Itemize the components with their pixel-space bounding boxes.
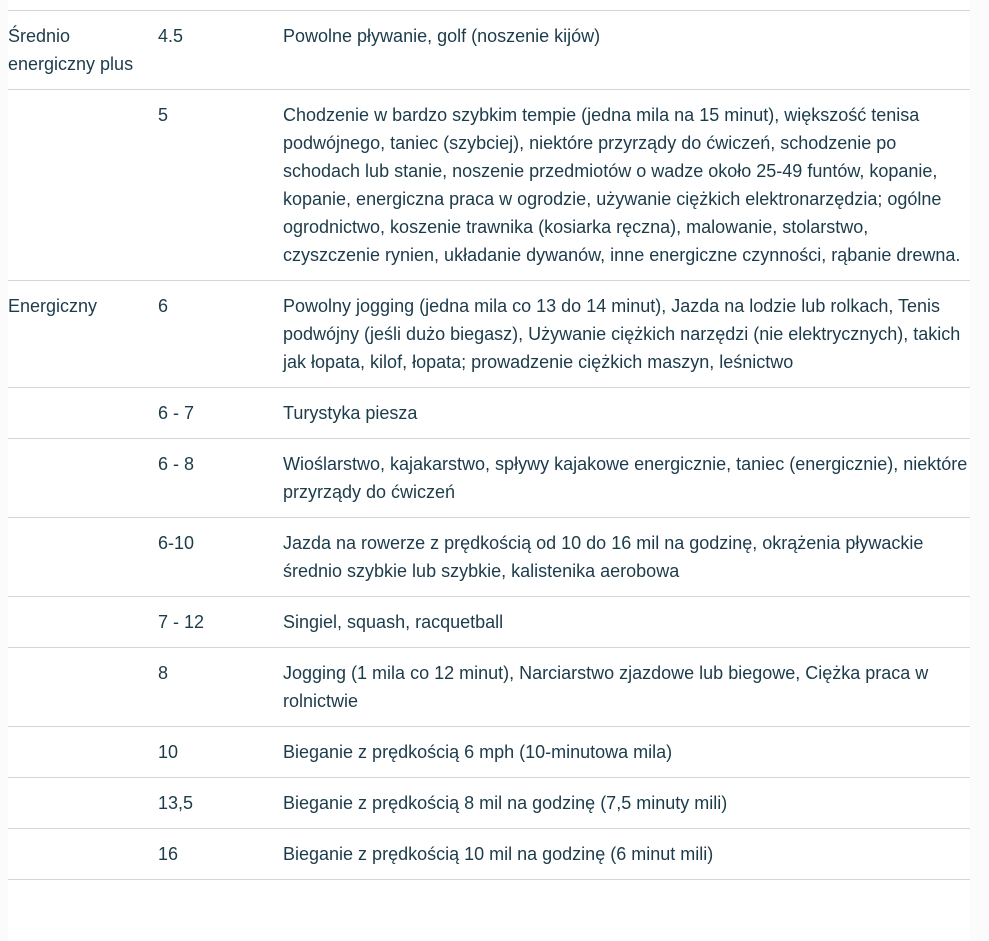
category-cell: Energiczny — [8, 296, 98, 316]
value-cell: 16 — [158, 844, 179, 864]
value-cell: 7 - 12 — [158, 612, 205, 632]
value-cell: 6 — [158, 296, 169, 316]
description-cell: Jazda na rowerze z prędkością od 10 do 16 mil na godzinę, okrążenia pływackie średnio szybkie lub szybkie, kalistenika aerobowa — [283, 533, 924, 581]
table-row — [8, 829, 970, 880]
table-row — [8, 648, 970, 727]
table-row — [8, 388, 970, 439]
description-cell: Powolne pływanie, golf (noszenie kijów) — [283, 26, 601, 46]
description-cell: Chodzenie w bardzo szybkim tempie (jedna mila na 15 minut), większość tenisa podwójnego, taniec (szybciej), niektóre przyrządy do ćwiczeń, schodzenie po schodach lub stanie, noszenie przedmiotów o wadze około 25-49 funtów, kopanie, kopanie, energiczna praca w ogrodzie, używanie ciężkich elektronarzędzia; ogólne ogrodnictwo, koszenie trawnika (kosiarka ręczna), malowanie, stolarstwo, czyszczenie rynien, układanie dywanów, inne energiczne czynności, rąbanie drewna. — [283, 105, 961, 265]
value-cell: 10 — [158, 742, 179, 762]
value-cell: 4.5 — [158, 26, 184, 46]
table-row — [8, 281, 970, 388]
table-row — [8, 11, 970, 90]
table-row — [8, 727, 970, 778]
table-row — [8, 778, 970, 829]
table-row — [8, 439, 970, 518]
description-cell: Bieganie z prędkością 6 mph (10-minutowa mila) — [283, 742, 673, 762]
page-content — [8, 0, 970, 941]
category-cell — [8, 597, 158, 648]
description-cell: Wioślarstwo, kajakarstwo, spływy kajakowe energicznie, taniec (energicznie), niektóre przyrządy do ćwiczeń — [283, 454, 968, 502]
category-cell — [8, 648, 158, 727]
category-cell — [8, 829, 158, 880]
description-cell: Jogging (1 mila co 12 minut), Narciarstwo zjazdowe lub biegowe, Ciężka praca w rolnictwie — [283, 663, 929, 711]
table-row — [8, 90, 970, 281]
table-row — [8, 518, 970, 597]
category-cell: Średnio energiczny plus — [8, 26, 134, 74]
category-cell — [8, 727, 158, 778]
category-cell — [8, 778, 158, 829]
category-cell — [8, 90, 158, 281]
description-cell: Powolny jogging (jedna mila co 13 do 14 minut), Jazda na lodzie lub rolkach, Tenis podwójny (jeśli dużo biegasz), Używanie ciężkich narzędzi (nie elektrycznych), takich jak łopata, kilof, łopata; prowadzenie ciężkich maszyn, leśnictwo — [283, 296, 961, 372]
category-cell — [8, 518, 158, 597]
value-cell: 13,5 — [158, 793, 194, 813]
value-cell: 6 - 8 — [158, 454, 195, 474]
category-cell — [8, 388, 158, 439]
category-cell — [8, 439, 158, 518]
table-row — [8, 597, 970, 648]
value-cell: 6-10 — [158, 533, 195, 553]
description-cell: Singiel, squash, racquetball — [283, 612, 504, 632]
met-activity-table — [8, 10, 970, 880]
value-cell: 5 — [158, 105, 169, 125]
value-cell: 6 - 7 — [158, 403, 195, 423]
table-body — [8, 11, 970, 880]
description-cell: Turystyka piesza — [283, 403, 418, 423]
description-cell: Bieganie z prędkością 8 mil na godzinę (7,5 minuty mili) — [283, 793, 728, 813]
description-cell: Bieganie z prędkością 10 mil na godzinę (6 minut mili) — [283, 844, 714, 864]
value-cell: 8 — [158, 663, 169, 683]
